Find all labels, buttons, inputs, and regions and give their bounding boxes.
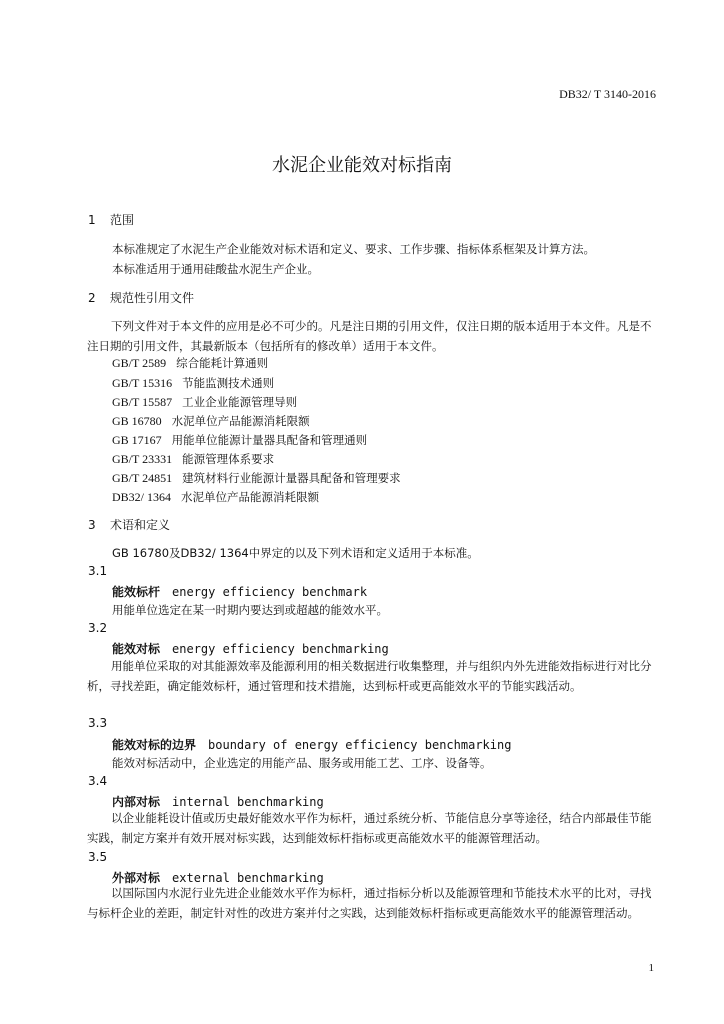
reference-code: GB/T 23331 — [112, 452, 173, 466]
term-number: 3.3 — [88, 716, 108, 730]
section-number: 2 — [88, 291, 96, 305]
section-title: 规范性引用文件 — [110, 291, 195, 305]
term-chinese: 能效对标的边界 — [112, 738, 197, 752]
section-number: 1 — [88, 213, 96, 227]
section-title: 术语和定义 — [110, 518, 171, 532]
section-number: 3 — [88, 518, 96, 532]
reference-name: 水泥单位产品能源消耗限额 — [171, 414, 310, 428]
section-title: 范围 — [110, 213, 135, 227]
term-number: 3.4 — [88, 774, 108, 788]
reference-item — [112, 354, 268, 372]
term-chinese: 能效标杆 — [112, 585, 161, 599]
document-code-header: DB32/ T 3140-2016 — [559, 87, 656, 101]
reference-name: 水泥单位产品能源消耗限额 — [181, 490, 320, 504]
term-chinese: 外部对标 — [112, 871, 161, 885]
term-chinese: 能效对标 — [112, 642, 161, 656]
term-definition: 以国际国内水泥行业先进企业能效水平作为标杆，通过指标分析以及能源管理和节能技术水平的比对，寻找与标杆企业的差距，制定针对性的改进方案并付之实践，达到能效标杆指标或更高能效水平的能源管理活动。 — [87, 886, 652, 920]
reference-name: 用能单位能源计量器具配备和管理通则 — [171, 433, 368, 447]
term-english: external benchmarking — [172, 871, 324, 885]
reference-item — [112, 431, 367, 449]
term-definition: 用能单位采取的对其能源效率及能源利用的相关数据进行收集整理，并与组织内外先进能效指标进行对比分析，寻找差距，确定能效标杆，通过管理和技术措施，达到标杆或更高能效水平的节能实践活动。 — [87, 659, 652, 693]
scope-paragraph-1: 本标准规定了水泥生产企业能效对标术语和定义、要求、工作步骤、指标体系框架及计算方法。 — [112, 242, 595, 256]
reference-code: GB/T 24851 — [112, 471, 173, 485]
reference-item — [112, 488, 319, 506]
section-heading-1 — [88, 211, 134, 228]
scope-paragraph-2: 本标准适用于通用硅酸盐水泥生产企业。 — [112, 262, 319, 276]
reference-code: GB/T 15587 — [112, 395, 173, 409]
terms-intro: GB 16780及DB32/ 1364中界定的以及下列术语和定义适用于本标准。 — [112, 546, 479, 560]
reference-item — [112, 450, 274, 468]
term-number: 3.1 — [88, 564, 108, 578]
page-number: 1 — [648, 962, 654, 974]
reference-name: 综合能耗计算通则 — [176, 356, 269, 370]
term-chinese: 内部对标 — [112, 795, 161, 809]
term-heading — [112, 640, 389, 657]
term-english: internal benchmarking — [172, 795, 324, 809]
references-intro: 下列文件对于本文件的应用是必不可少的。凡是注日期的引用文件，仅注日期的版本适用于本文件。凡是不注日期的引用文件，其最新版本（包括所有的修改单）适用于本文件。 — [87, 319, 652, 353]
reference-code: GB 17167 — [112, 433, 162, 447]
reference-item — [112, 469, 401, 487]
section-heading-2 — [88, 289, 194, 306]
term-definition: 能效对标活动中，企业选定的用能产品、服务或用能工艺、工序、设备等。 — [112, 756, 492, 770]
reference-code: GB/T 15316 — [112, 376, 173, 390]
term-definition: 用能单位选定在某一时期内要达到或超越的能效水平。 — [112, 603, 388, 617]
reference-name: 工业企业能源管理导则 — [182, 395, 298, 409]
reference-code: DB32/ 1364 — [112, 490, 172, 504]
document-title: 水泥企业能效对标指南 — [272, 155, 452, 176]
reference-name: 建筑材料行业能源计量器具配备和管理要求 — [182, 471, 401, 485]
reference-item — [112, 393, 297, 411]
reference-item — [112, 374, 274, 392]
reference-name: 能源管理体系要求 — [182, 452, 275, 466]
term-english: energy efficiency benchmarking — [172, 642, 389, 656]
section-heading-3 — [88, 516, 170, 533]
reference-code: GB/T 2589 — [112, 356, 167, 370]
term-definition: 以企业能耗设计值或历史最好能效水平作为标杆，通过系统分析、节能信息分享等途径，结合内部最佳节能实践，制定方案并有效开展对标实践，达到能效标杆指标或更高能效水平的能源管理活动。 — [87, 811, 652, 845]
reference-code: GB 16780 — [112, 414, 162, 428]
term-english: energy efficiency benchmark — [172, 585, 368, 599]
term-number: 3.5 — [88, 850, 108, 864]
reference-name: 节能监测技术通则 — [182, 376, 275, 390]
term-english: boundary of energy efficiency benchmarking — [208, 738, 512, 752]
term-number: 3.2 — [88, 621, 108, 635]
term-heading — [112, 736, 511, 753]
reference-item — [112, 412, 310, 430]
term-heading — [112, 583, 367, 600]
